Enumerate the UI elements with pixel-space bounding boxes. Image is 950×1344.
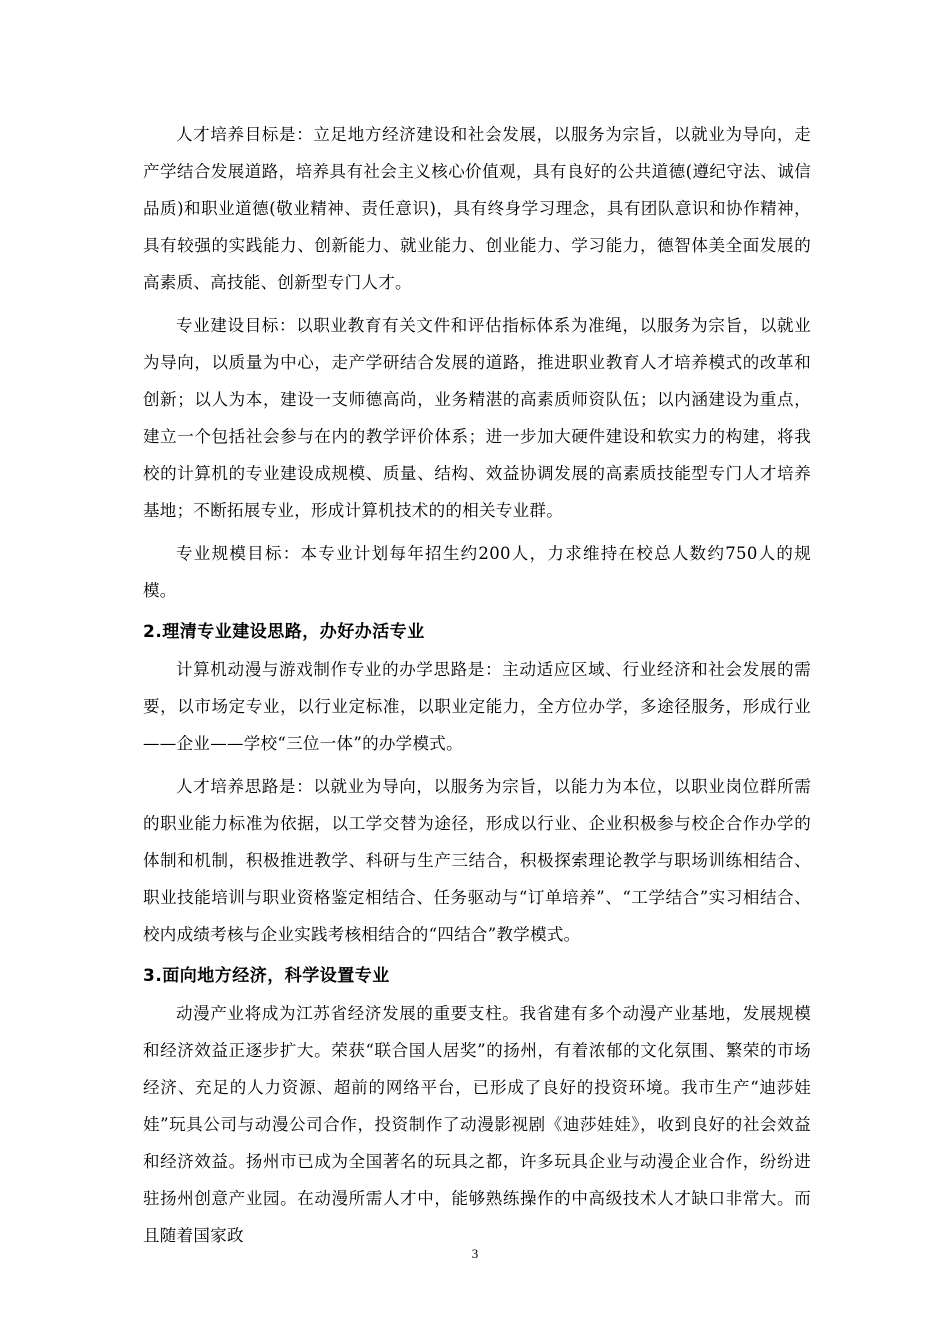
paragraph-local-economy: 动漫产业将成为江苏省经济发展的重要支柱。我省建有多个动漫产业基地，发展规模和经济效益正逐步扩大。荣获“联合国人居奖”的扬州，有着浓郁的文化氛围、繁荣的市场经济、充足的人力资源、超前的网络平台，已形成了良好的投资环境。我市生产“迪莎娃娃”玩具公司与动漫公司合作，投资制作了动漫影视剧《迪莎娃娃》，收到良好的社会效益和经济效益。扬州市已成为全国著名的玩具之都，许多玩具企业与动漫企业合作，纷纷进驻扬州创意产业园。在动漫所需人才中，能够熟练操作的中高级技术人才缺口非常大。而且随着国家政	[143, 1004, 811, 1245]
section-heading-2: 2.理清专业建设思路，办好办活专业	[143, 622, 425, 642]
page-number: 3	[471, 1246, 479, 1261]
section-heading-3: 3.面向地方经济，科学设置专业	[143, 966, 390, 986]
document-body	[143, 116, 811, 1254]
paragraph-school-approach: 计算机动漫与游戏制作专业的办学思路是：主动适应区域、行业经济和社会发展的需要，以市场定专业，以行业定标准，以职业定能力，全方位办学，多途径服务，形成行业——企业——学校“三位一体”的办学模式。	[143, 660, 811, 753]
paragraph-training-approach: 人才培养思路是：以就业为导向，以服务为宗旨，以能力为本位，以职业岗位群所需的职业能力标准为依据，以工学交替为途径，形成以行业、企业积极参与校企合作办学的体制和机制，积极推进教学、科研与生产三结合，积极探索理论教学与职场训练相结合、职业技能培训与职业资格鉴定相结合、任务驱动与“订单培养”、“工学结合”实习相结合、校内成绩考核与企业实践考核相结合的“四结合”教学模式。	[143, 777, 811, 944]
paragraph-talent-goal: 人才培养目标是：立足地方经济建设和社会发展，以服务为宗旨，以就业为导向，走产学结合发展道路，培养具有社会主义核心价值观，具有良好的公共道德(遵纪守法、诚信品质)和职业道德(敬业精神、责任意识)，具有终身学习理念，具有团队意识和协作精神，具有较强的实践能力、创新能力、就业能力、创业能力、学习能力，德智体美全面发展的高素质、高技能、创新型专门人才。	[143, 125, 811, 292]
paragraph-scale-goal: 专业规模目标：本专业计划每年招生约200人，力求维持在校总人数约750人的规模。	[143, 544, 811, 600]
paragraph-construction-goal: 专业建设目标：以职业教育有关文件和评估指标体系为准绳，以服务为宗旨，以就业为导向，以质量为中心，走产学研结合发展的道路，推进职业教育人才培养模式的改革和创新；以人为本，建设一支师德高尚，业务精湛的高素质师资队伍；以内涵建设为重点，建立一个包括社会参与在内的教学评价体系；进一步加大硬件建设和软实力的构建，将我校的计算机的专业建设成规模、质量、结构、效益协调发展的高素质技能型专门人才培养基地；不断拓展专业，形成计算机技术的的相关专业群。	[143, 316, 811, 520]
